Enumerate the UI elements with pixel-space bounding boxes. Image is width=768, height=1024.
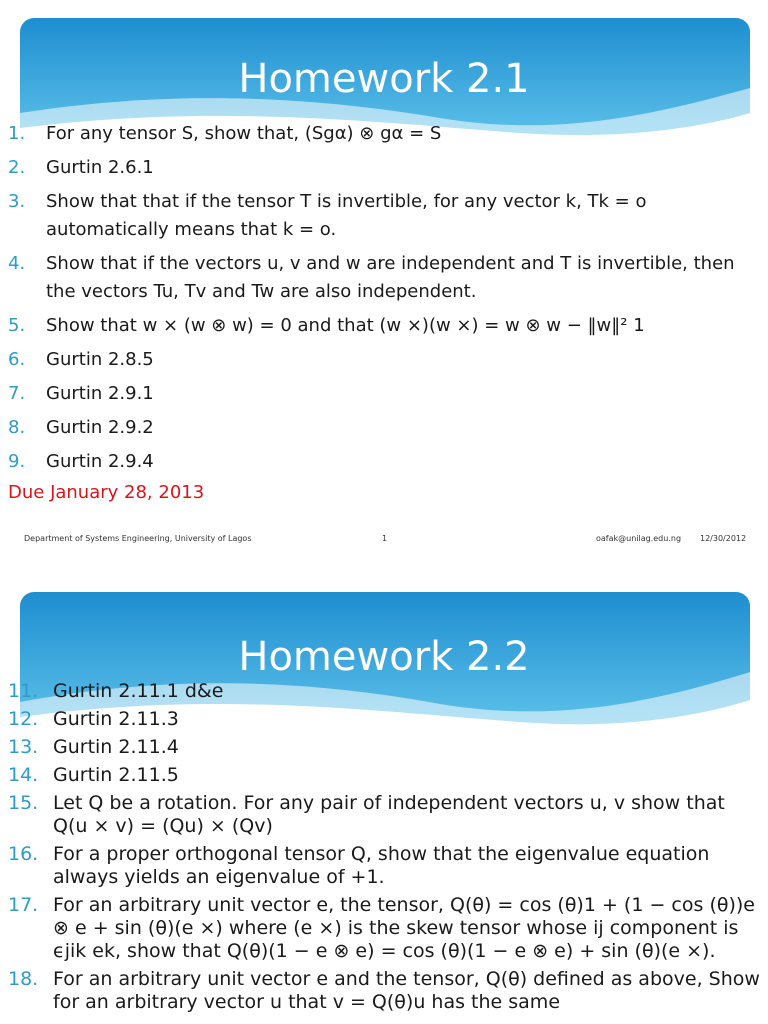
footer-page-number: 1: [382, 534, 388, 543]
item-text: Gurtin 2.11.3: [53, 708, 179, 730]
list-item: [8, 708, 763, 731]
list-item: [8, 188, 763, 244]
item-text: Gurtin 2.6.1: [46, 157, 154, 178]
item-number: 13.: [8, 736, 39, 758]
list-item: [8, 120, 763, 148]
item-number: 4.: [8, 253, 26, 274]
item-text: Gurtin 2.9.4: [46, 451, 154, 472]
item-text: Gurtin 2.9.1: [46, 383, 154, 404]
item-text: Gurtin 2.9.2: [46, 417, 154, 438]
slide-2: [0, 592, 768, 1024]
slide-title: Homework 2.1: [238, 56, 530, 102]
list-item: [8, 346, 763, 374]
item-text: For an arbitrary unit vector e and the tensor, Q(θ) defined as above, Show for an arbitrary vector u that v = Q(θ)u has the same: [53, 968, 760, 1013]
item-text: For an arbitrary unit vector e, the tensor, Q(θ) = cos (θ)1 + (1 − cos (θ))e ⊗ e + sin (θ)(e ×) where (e ×) is the skew tensor whose ij component is ϵjik ek, show that Q(θ)(1 − e ⊗ e) = cos (θ)(1 − e ⊗ e) + sin (θ)(e ×).: [53, 894, 755, 962]
footer-email: oafak@unilag.edu.ng: [596, 534, 682, 543]
list-item: [8, 968, 763, 1014]
list-item: [8, 736, 763, 759]
slide-title: Homework 2.2: [238, 634, 530, 680]
item-number: 9.: [8, 451, 26, 472]
item-text: Gurtin 2.11.5: [53, 764, 179, 786]
list-item: [8, 250, 763, 306]
item-number: 5.: [8, 315, 26, 336]
list-item: [8, 414, 763, 442]
list-item: [8, 894, 763, 963]
footer-department: Department of Systems Engineering, University of Lagos: [24, 534, 252, 543]
item-text: Show that that if the tensor T is invertible, for any vector k, Tk = o automatically means that k = o.: [46, 191, 647, 240]
list-item: [8, 380, 763, 408]
list-item: [8, 448, 763, 476]
item-text: Gurtin 2.11.4: [53, 736, 179, 758]
item-number: 8.: [8, 417, 26, 438]
footer-date: 12/30/2012: [700, 534, 747, 543]
item-number: 16.: [8, 843, 39, 865]
list-item: [8, 764, 763, 787]
item-text: For a proper orthogonal tensor Q, show that the eigenvalue equation always yields an eigenvalue of +1.: [53, 843, 710, 888]
item-number: 1.: [8, 123, 26, 144]
list-item: [8, 154, 763, 182]
list-item: [8, 792, 763, 838]
homework-list: [8, 120, 763, 482]
item-number: 3.: [8, 191, 26, 212]
item-number: 6.: [8, 349, 26, 370]
item-text: Show that w × (w ⊗ w) = 0 and that (w ×)(w ×) = w ⊗ w − ‖w‖² 1: [46, 315, 645, 336]
homework-list: [8, 680, 763, 1019]
item-number: 17.: [8, 894, 39, 916]
item-text: Gurtin 2.8.5: [46, 349, 154, 370]
item-number: 7.: [8, 383, 26, 404]
item-number: 2.: [8, 157, 26, 178]
item-number: 12.: [8, 708, 39, 730]
item-text: Let Q be a rotation. For any pair of independent vectors u, v show that Q(u × v) = (Qu) × (Qv): [53, 792, 725, 837]
list-item: [8, 680, 763, 703]
item-text: Gurtin 2.11.1 d&e: [53, 680, 224, 702]
item-number: 15.: [8, 792, 39, 814]
item-text: Show that if the vectors u, v and w are independent and T is invertible, then the vectors Tu, Tv and Tw are also independent.: [46, 253, 735, 302]
item-number: 18.: [8, 968, 39, 990]
list-item: [8, 843, 763, 889]
due-date: Due January 28, 2013: [8, 482, 205, 503]
item-text: For any tensor S, show that, (Sgα) ⊗ gα = S: [46, 123, 442, 144]
item-number: 14.: [8, 764, 39, 786]
item-number: 11.: [8, 680, 39, 702]
list-item: [8, 312, 763, 340]
